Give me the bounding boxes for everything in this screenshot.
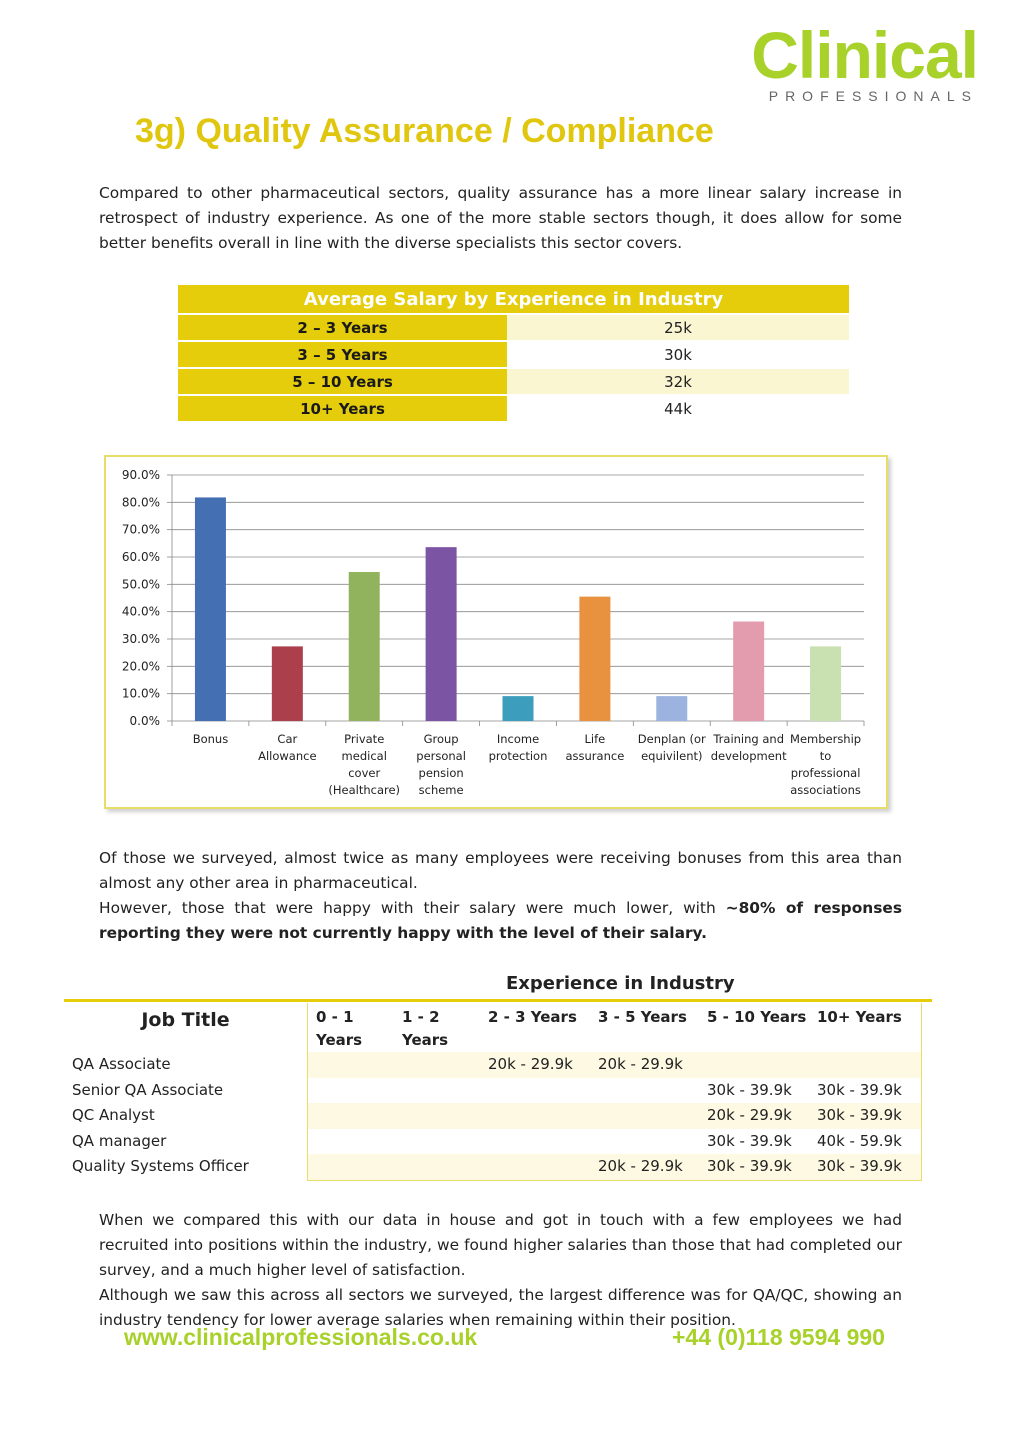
y-tick-label: 60.0% bbox=[121, 550, 160, 564]
salary-table-title: Average Salary by Experience in Industry bbox=[178, 285, 849, 314]
salary-row-label: 5 – 10 Years bbox=[178, 368, 507, 395]
bar-9 bbox=[810, 646, 841, 721]
salary-row-label: 3 – 5 Years bbox=[178, 341, 507, 368]
salary-row-label: 2 – 3 Years bbox=[178, 314, 507, 341]
salary-cell bbox=[308, 1052, 395, 1078]
salary-cell bbox=[590, 1103, 699, 1129]
logo-wordmark: Clinical bbox=[751, 18, 978, 92]
salary-row-value: 30k bbox=[507, 341, 849, 368]
company-logo bbox=[732, 18, 978, 104]
salary-cell bbox=[308, 1103, 395, 1129]
phone-number: +44 (0)118 9594 990 bbox=[672, 1324, 885, 1350]
salary-row-value: 25k bbox=[507, 314, 849, 341]
y-tick-label: 70.0% bbox=[121, 522, 160, 537]
y-tick-label: 10.0% bbox=[121, 686, 160, 701]
salary-cell bbox=[480, 1154, 590, 1180]
table-row bbox=[64, 1052, 922, 1078]
survey-paragraph bbox=[99, 846, 902, 946]
x-tick-label: Life assurance bbox=[565, 732, 625, 763]
survey-text-2 bbox=[99, 896, 902, 946]
salary-cell: 20k - 29.9k bbox=[590, 1052, 699, 1078]
table-row bbox=[64, 1078, 922, 1104]
salary-row-label: 10+ Years bbox=[178, 395, 507, 421]
bar-1 bbox=[195, 497, 226, 721]
comparison-text-1: When we compared this with our data in house and got in touch with a few employees we had recruited into positions within the industry, we found higher salaries than those that had completed our survey, and a much higher level of satisfaction. bbox=[99, 1211, 902, 1279]
job-title-cell: QC Analyst bbox=[72, 1106, 155, 1124]
experience-table-title: Experience in Industry bbox=[506, 973, 735, 994]
survey-text-2-bold: ~80% of responses reporting they were not currently happy with the level of their salary. bbox=[99, 899, 902, 942]
column-header: 3 - 5 Years bbox=[598, 1008, 687, 1026]
x-tick-label: Car Allowance bbox=[258, 732, 317, 763]
table-row bbox=[178, 314, 849, 341]
salary-cell: 30k - 39.9k bbox=[699, 1154, 809, 1180]
table-row bbox=[178, 368, 849, 395]
x-tick-label: Membership to professional associations bbox=[790, 732, 862, 797]
salary-cell: 30k - 39.9k bbox=[809, 1154, 922, 1180]
y-tick-label: 90.0% bbox=[121, 468, 160, 482]
salary-cell: 20k - 29.9k bbox=[590, 1154, 699, 1180]
average-salary-table bbox=[178, 285, 849, 421]
column-header: 10+ Years bbox=[809, 1003, 922, 1052]
y-tick-label: 50.0% bbox=[121, 577, 160, 592]
salary-cell bbox=[308, 1154, 395, 1180]
comparison-paragraph bbox=[99, 1208, 902, 1333]
benefits-bar-chart bbox=[104, 455, 888, 809]
comparison-text-2: Although we saw this across all sectors we surveyed, the largest difference was for QA/QC, showing an industry tendency for lower average salaries when remaining within their position. bbox=[99, 1286, 902, 1329]
column-header: 0 - 1 Years bbox=[308, 1003, 395, 1052]
salary-cell bbox=[480, 1129, 590, 1155]
y-tick-label: 20.0% bbox=[121, 659, 160, 674]
bar-2 bbox=[272, 646, 303, 721]
salary-cell: 30k - 39.9k bbox=[707, 1080, 792, 1099]
job-title-header: Job Title bbox=[141, 1009, 230, 1031]
experience-table bbox=[64, 1003, 922, 1181]
divider bbox=[64, 999, 932, 1002]
job-title-cell: QA manager bbox=[72, 1131, 167, 1150]
salary-cell bbox=[394, 1103, 480, 1129]
salary-cell: 40k - 59.9k bbox=[809, 1129, 922, 1155]
salary-cell bbox=[394, 1154, 480, 1180]
salary-row-value: 44k bbox=[507, 395, 849, 421]
salary-cell bbox=[394, 1129, 480, 1155]
column-header: 2 - 3 Years bbox=[488, 1008, 577, 1026]
y-tick-label: 0.0% bbox=[129, 714, 160, 728]
x-tick-label: Bonus bbox=[192, 732, 229, 746]
website-link[interactable]: www.clinicalprofessionals.co.uk bbox=[124, 1324, 478, 1350]
x-tick-label: Income protection bbox=[488, 732, 548, 763]
intro-text: Compared to other pharmaceutical sectors, quality assurance has a more linear salary increase in retrospect of industry experience. As one of the more stable sectors though, it does allow for some better benefits overall in line with the diverse specialists this sector covers. bbox=[99, 184, 902, 252]
y-tick-label: 80.0% bbox=[121, 495, 160, 510]
salary-cell bbox=[590, 1078, 699, 1104]
survey-text-2-start: However, those that were happy with their salary were much lower, with bbox=[99, 899, 726, 917]
column-header: 1 - 2 Years bbox=[402, 1008, 449, 1049]
table-row bbox=[64, 1154, 922, 1180]
x-tick-label: Group personal pension scheme bbox=[416, 732, 466, 797]
salary-cell bbox=[394, 1052, 480, 1078]
salary-cell: 30k - 39.9k bbox=[809, 1103, 922, 1129]
salary-row-value: 32k bbox=[507, 368, 849, 395]
job-title-cell: Senior QA Associate bbox=[72, 1080, 224, 1099]
salary-cell bbox=[394, 1078, 480, 1104]
table-row bbox=[178, 395, 849, 421]
salary-cell bbox=[308, 1078, 395, 1104]
bar-7 bbox=[656, 696, 687, 721]
salary-cell bbox=[809, 1052, 922, 1078]
x-tick-label: Training and development bbox=[710, 732, 787, 763]
y-tick-label: 30.0% bbox=[121, 632, 160, 646]
salary-cell: 30k - 39.9k bbox=[809, 1078, 922, 1104]
salary-cell bbox=[590, 1129, 699, 1155]
salary-cell: 20k - 29.9k bbox=[699, 1103, 809, 1129]
job-title-cell: QA Associate bbox=[72, 1055, 171, 1073]
salary-cell: 20k - 29.9k bbox=[480, 1052, 590, 1078]
salary-cell bbox=[480, 1078, 590, 1104]
chart-canvas bbox=[106, 457, 886, 807]
page-title: 3g) Quality Assurance / Compliance bbox=[135, 112, 714, 150]
survey-text-1: Of those we surveyed, almost twice as many employees were receiving bonuses from this area than almost any other area in pharmaceutical. bbox=[99, 849, 902, 892]
table-row bbox=[64, 1129, 922, 1155]
job-title-cell: Quality Systems Officer bbox=[72, 1157, 249, 1175]
table-row bbox=[64, 1103, 922, 1129]
bar-6 bbox=[579, 597, 610, 721]
salary-cell bbox=[480, 1103, 590, 1129]
table-row bbox=[178, 341, 849, 368]
column-header: 5 - 10 Years bbox=[707, 1008, 807, 1026]
salary-cell bbox=[699, 1052, 809, 1078]
bar-3 bbox=[349, 572, 380, 721]
salary-cell bbox=[308, 1129, 395, 1155]
intro-paragraph bbox=[99, 181, 902, 256]
x-tick-label: Private medical cover (Healthcare) bbox=[328, 732, 401, 797]
y-tick-label: 40.0% bbox=[121, 604, 160, 619]
bar-8 bbox=[733, 622, 764, 721]
salary-cell: 30k - 39.9k bbox=[707, 1131, 792, 1150]
bar-5 bbox=[503, 696, 534, 721]
logo-subtitle: PROFESSIONALS bbox=[768, 88, 978, 104]
x-tick-label: Denplan (or equivilent) bbox=[637, 732, 706, 763]
bar-4 bbox=[426, 547, 457, 721]
